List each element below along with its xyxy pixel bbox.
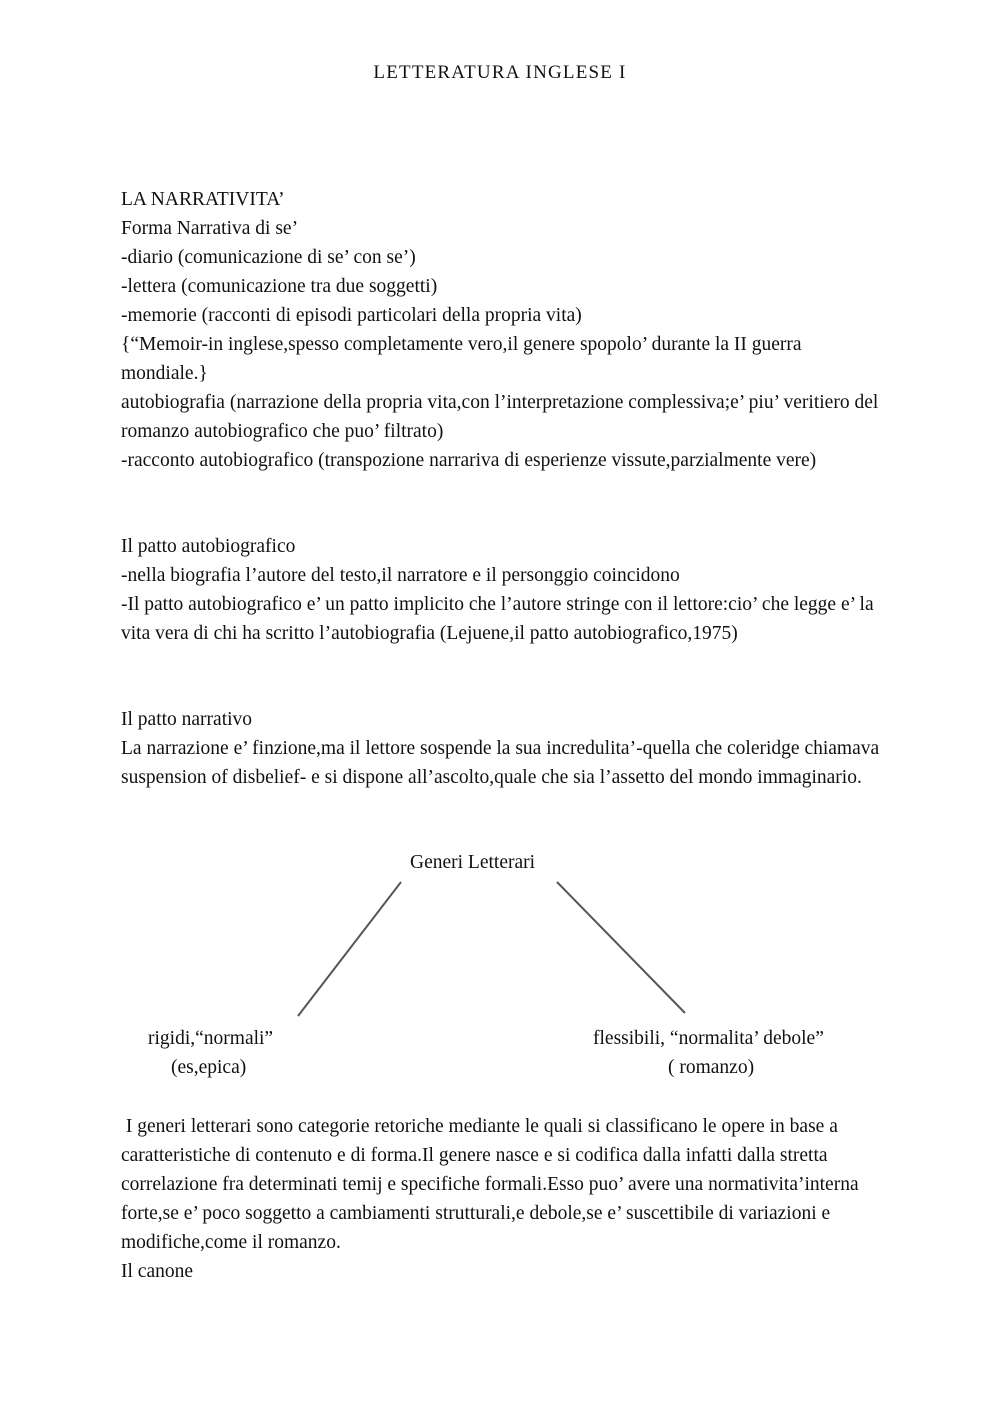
list-item-diario: -diario (comunicazione di se’ con se’)	[121, 247, 416, 268]
list-item-lettera: -lettera (comunicazione tra due soggetti)	[121, 276, 438, 297]
diagram-title: Generi Letterari	[410, 852, 536, 873]
diagram-branch-right	[557, 882, 685, 1013]
list-item-racconto-autobiografico: -racconto autobiografico (transpozione narrariva di esperienze vissute,parzialmente vere)	[121, 450, 817, 471]
section-patto-autobiografico	[121, 532, 881, 648]
heading-narrativita: LA NARRATIVITA’	[121, 189, 285, 210]
paragraph-biografia: -nella biografia l’autore del testo,il narratore e il personggio coincidono	[121, 565, 680, 586]
note-memoir: {“Memoir-in inglese,spesso completamente vero,il genere spopolo’ durante la II guerra mondiale.}	[121, 334, 802, 384]
page-title: LETTERATURA INGLESE I	[373, 62, 627, 83]
heading-canone: Il canone	[121, 1261, 194, 1282]
section-generi-letterari	[121, 1112, 881, 1286]
section-patto-narrativo	[121, 705, 881, 792]
subheading-forma-narrativa: Forma Narrativa di se’	[121, 218, 299, 239]
diagram-right-example: ( romanzo)	[668, 1057, 755, 1078]
paragraph-patto-implicito: -Il patto autobiografico e’ un patto implicito che l’autore stringe con il lettore:cio’ che legge e’ la vita vera di chi ha scritto l’autobiografia (Lejuene,il patto autobiografico,1975)	[121, 594, 874, 644]
section-narrativita	[121, 185, 881, 475]
diagram-right-label: flessibili, “normalita’ debole”	[593, 1028, 824, 1049]
heading-patto-narrativo: Il patto narrativo	[121, 709, 253, 730]
paragraph-finzione: La narrazione e’ finzione,ma il lettore sospende la sua incredulita’-quella che coleridge chiamava suspension of disbelief- e si dispone all’ascolto,quale che sia l’assetto del mondo immaginario.	[121, 738, 880, 788]
diagram-left-label: rigidi,“normali”	[148, 1028, 274, 1049]
list-item-memorie: -memorie (racconti di episodi particolari della propria vita)	[121, 305, 582, 326]
paragraph-generi: I generi letterari sono categorie retoriche mediante le quali si classificano le opere in base a caratteristiche di contenuto e di forma.Il genere nasce e si codifica dalla infatti dalla stretta correlazione fra determinati temij e specifiche formali.Esso puo’ avere una normativita’interna forte,se e’ poco soggetto a cambiamenti strutturali,e debole,se e’ suscettibile di variazioni e modifiche,come il romanzo.	[121, 1116, 864, 1253]
heading-patto-autobiografico: Il patto autobiografico	[121, 536, 296, 557]
diagram-left-example: (es,epica)	[171, 1057, 247, 1078]
list-item-autobiografia: autobiografia (narrazione della propria vita,con l’interpretazione complessiva;e’ piu’ veritiero del romanzo autobiografico che puo’ filtrato)	[121, 392, 879, 442]
diagram-branch-left	[298, 882, 401, 1016]
